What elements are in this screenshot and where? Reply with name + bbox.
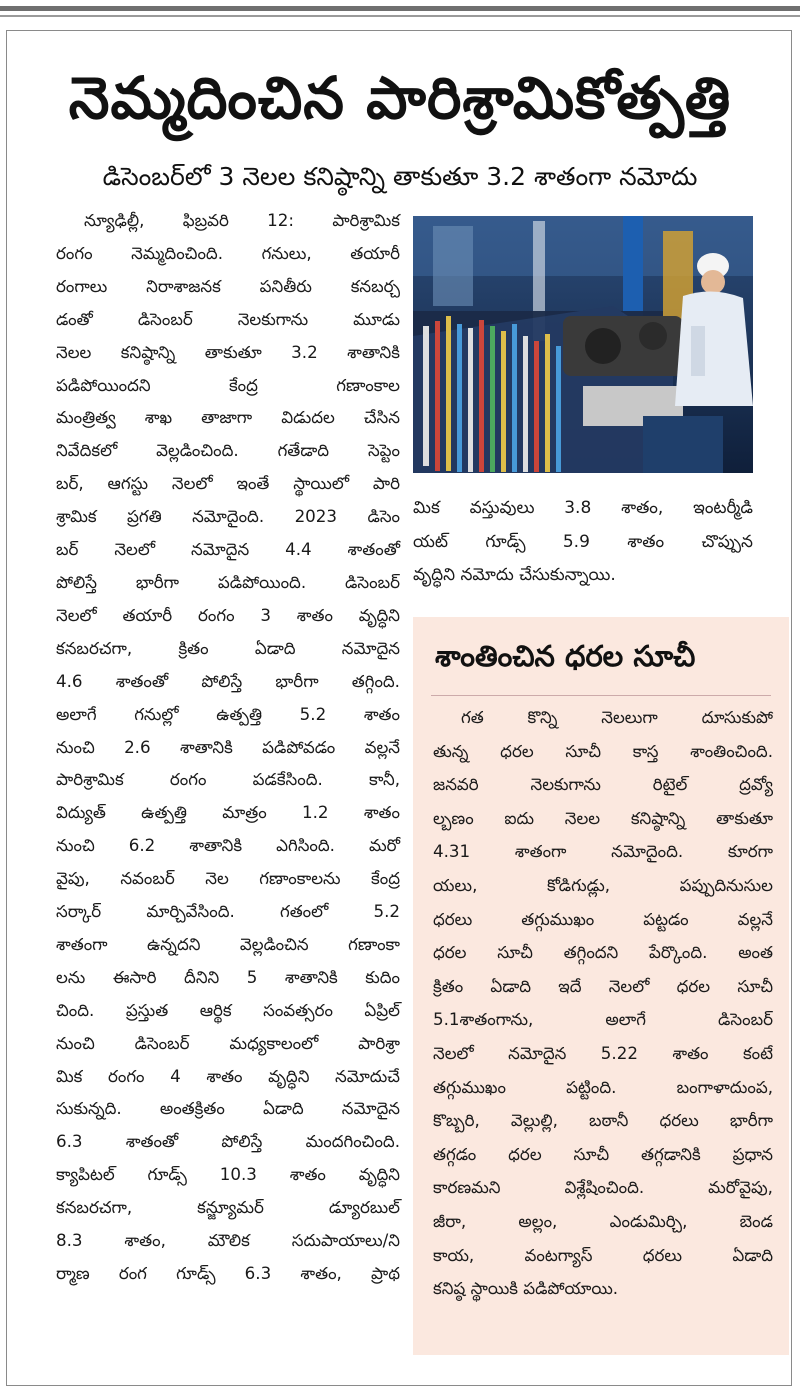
body-line: 8.3 శాతం, మౌలిక సదుపాయాలు/ని	[56, 1230, 400, 1251]
body-line: కనబరచగా, క్రితం ఏడాది నమోదైన	[56, 637, 400, 658]
body-line: మిక వస్తువులు 3.8 శాతం, ఇంటర్మీడి	[413, 498, 753, 518]
body-line: బర్ నెలలో నమోదైన 4.4 శాతంతో	[56, 539, 400, 560]
body-line: చింది. ప్రస్తుత ఆర్థిక సంవత్సరం ఏప్రిల్	[56, 999, 400, 1020]
body-line: నుంచి 6.2 శాతానికి ఎగిసింది. మరో	[56, 835, 400, 856]
body-line: ర్మాణ రంగ గూడ్స్ 6.3 శాతం, ప్రాథ	[56, 1263, 400, 1283]
body-line: బర్, ఆగస్టు నెలలో ఇంతే స్థాయిలో పారి	[56, 473, 400, 494]
sidebar-line: జీరా, అల్లం, ఎండుమిర్చి, బెండ	[433, 1210, 773, 1231]
body-line: నుంచి డిసెంబర్ మధ్యకాలంలో పారిశ్రా	[56, 1032, 400, 1053]
body-line: నెలలో తయారీ రంగం 3 శాతం వృద్ధిని	[56, 604, 400, 625]
body-line: వృద్ధిని నమోదు చేసుకున్నాయి.	[413, 565, 616, 585]
right-column-continuation	[413, 492, 753, 593]
body-line: రంగం నెమ్మదించింది. గనులు, తయారీ	[56, 242, 400, 263]
body-line: పడిపోయిందని కేంద్ర గణాంకాల	[56, 374, 400, 395]
body-line: నెలల కనిష్ఠాన్ని తాకుతూ 3.2 శాతానికి	[56, 341, 400, 362]
body-line: పారిశ్రామిక రంగం పడకేసింది. కానీ,	[56, 769, 400, 790]
body-line: శ్రామిక ప్రగతి నమోదైంది. 2023 డిసెం	[56, 506, 400, 527]
body-line: సుకున్నది. అంతక్రితం ఏడాది నమోదైన	[56, 1098, 400, 1119]
factory-worker-photo	[413, 216, 753, 473]
body-line: కనబరచగా, కన్జ్యూమర్ డ్యూరబుల్	[56, 1197, 400, 1218]
sidebar-line: క్రితం ఏడాది ఇదే నెలలో ధరల సూచీ	[433, 975, 773, 996]
sidebar-rule	[431, 695, 771, 696]
body-line: పోలిస్తే భారీగా పడిపోయింది. డిసెంబర్	[56, 571, 400, 592]
body-line: మంత్రిత్వ శాఖ తాజాగా విడుదల చేసిన	[56, 407, 400, 428]
body-line: 6.3 శాతంతో పోలిస్తే మందగించింది.	[56, 1131, 400, 1152]
body-line: యట్ గూడ్స్ 5.9 శాతం చొప్పున	[413, 531, 753, 552]
factory-scene-illustration	[413, 216, 753, 473]
top-rule-thin	[0, 15, 800, 17]
sidebar-line: 5.1శాతంగాను, అలాగే డిసెంబర్	[433, 1009, 773, 1030]
sidebar-line: గత కొన్ని నెలలుగా దూసుకుపో	[461, 707, 773, 727]
sidebar-box	[413, 617, 789, 1355]
sidebar-line: తగ్గడం ధరల సూచీ తగ్గడానికి ప్రధాన	[433, 1143, 773, 1164]
sidebar-line: ధరల సూచీ తగ్గిందని పేర్కొంది. అంత	[433, 942, 773, 963]
sidebar-title: శాంతించిన ధరల సూచీ	[435, 639, 696, 673]
body-line: 4.6 శాతంతో పోలిస్తే భారీగా తగ్గింది.	[56, 670, 400, 691]
sidebar-line: జనవరి నెలకుగాను రిటైల్ ద్రవ్యో	[433, 774, 773, 795]
body-line: వైపు, నవంబర్ నెల గణాంకాలను కేంద్ర	[56, 868, 400, 889]
body-line: అలాగే గనుల్లో ఉత్పత్తి 5.2 శాతం	[56, 703, 400, 724]
sidebar-line: యలు, కోడిగుడ్లు, పప్పుదినుసుల	[433, 874, 773, 895]
sidebar-line: కనిష్ఠ స్థాయికి పడిపోయాయి.	[433, 1278, 619, 1299]
body-line: క్యాపిటల్ గూడ్స్ 10.3 శాతం వృద్ధిని	[56, 1164, 400, 1185]
body-line: నివేదికలో వెల్లడించింది. గతేడాది సెప్టెం	[56, 440, 400, 461]
article-headline: నెమ్మదించిన పారిశ్రామికోత్పత్తి	[68, 64, 732, 132]
body-line: మిక రంగం 4 శాతం వృద్ధిని నమోదుచే	[56, 1065, 400, 1086]
sidebar-line: కాయ, వంటగ్యాస్ ధరలు ఏడాది	[433, 1244, 773, 1265]
left-column	[56, 204, 400, 1290]
sidebar-line: కొబ్బరి, వెల్లుల్లి, బఠానీ ధరలు భారీగా	[433, 1110, 773, 1131]
sidebar-line: తగ్గుముఖం పట్టింది. బంగాళాదుంప,	[433, 1076, 773, 1097]
sidebar-line: ధరలు తగ్గుముఖం పట్టడం వల్లనే	[433, 908, 773, 929]
sidebar-line: ల్బణం ఐదు నెలల కనిష్ఠాన్ని తాకుతూ	[433, 807, 773, 828]
body-line: విద్యుత్ ఉత్పత్తి మాత్రం 1.2 శాతం	[56, 802, 400, 823]
sidebar-line: కారణమని విశ్లేషించింది. మరోవైపు,	[433, 1177, 773, 1198]
sidebar-line: నెలలో నమోదైన 5.22 శాతం కంటే	[433, 1042, 773, 1063]
article-subheadline: డిసెంబర్‌లో 3 నెలల కనిష్ఠాన్ని తాకుతూ 3.2 శాతంగా నమోదు	[102, 162, 698, 191]
sidebar-line: తున్న ధరల సూచీ కాస్త శాంతించింది.	[433, 740, 773, 761]
body-line: లను ఈసారి దీనిని 5 శాతానికి కుదిం	[56, 966, 400, 987]
top-rule	[0, 6, 800, 11]
sidebar-line: 4.31 శాతంగా నమోదైంది. కూరగా	[433, 841, 773, 862]
body-line: నుంచి 2.6 శాతానికి పడిపోవడం వల్లనే	[56, 736, 400, 757]
body-line: డంతో డిసెంబర్ నెలకుగాను మూడు	[56, 308, 400, 329]
body-line: శాతంగా ఉన్నదని వెల్లడించిన గణాంకా	[56, 933, 400, 954]
body-line: రంగాలు నిరాశాజనక పనితీరు కనబర్చ	[56, 275, 400, 296]
body-line: సర్కార్ మార్చివేసింది. గతంలో 5.2	[56, 901, 400, 922]
sidebar-body	[433, 701, 773, 1306]
body-line: న్యూఢిల్లీ, ఫిబ్రవరి 12: పారిశ్రామిక	[84, 210, 400, 230]
